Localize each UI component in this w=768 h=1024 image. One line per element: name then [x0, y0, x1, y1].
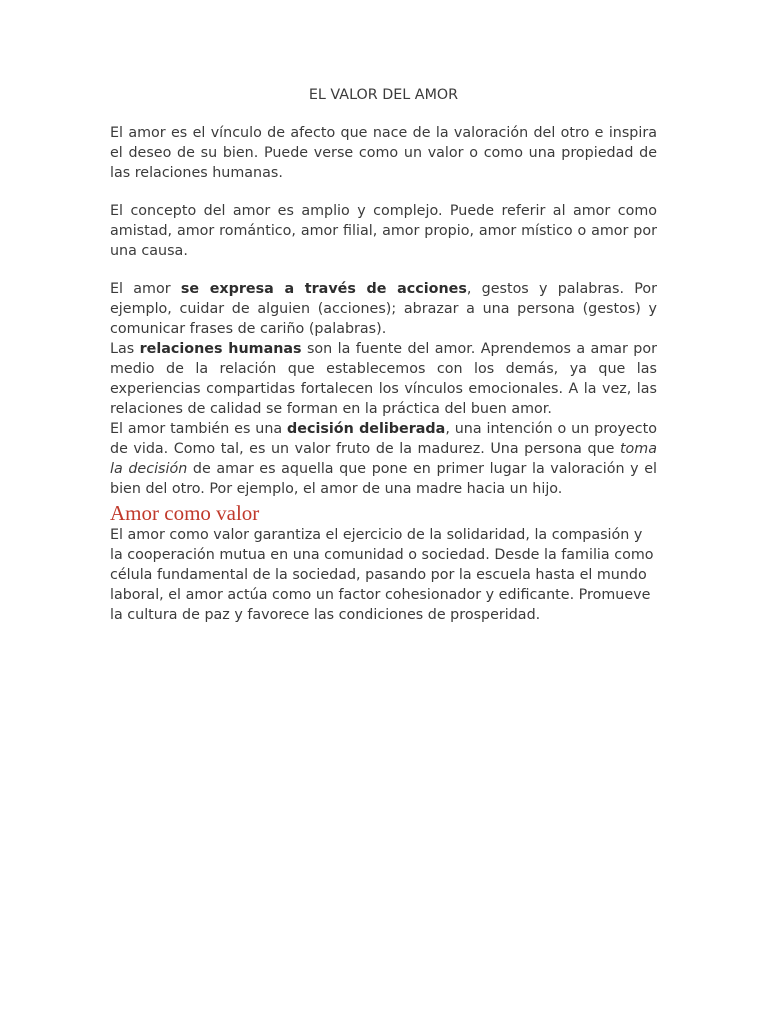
paragraph-decision-text-a: El amor también es una [110, 421, 288, 437]
paragraph-decision-text-e: de amar es aquella que pone en primer lugar la valoración y el bien del otro. Por ejemplo, el amor de una madre hacia un hijo. [110, 461, 657, 497]
paragraph-concept: El concepto del amor es amplio y complejo. Puede referir al amor como amistad, amor romántico, amor filial, amor propio, amor místico o amor por una causa. [110, 203, 657, 259]
paragraph-expression-text-c: , gestos y palabras. Por ejemplo, cuidar de alguien (acciones); abrazar a una persona (gestos) y comunicar frases de cariño (palabras). [110, 281, 657, 337]
section-body: El amor como valor garantiza el ejercicio de la solidaridad, la compasión y la cooperación mutua en una comunidad o sociedad. Desde la familia como célula fundamental de la sociedad, pasando por la escuela hasta el mundo laboral, el amor actúa como un factor cohesionador y edificante. Promueve la cultura de paz y favorece las condiciones de prosperidad. [110, 527, 654, 623]
paragraph-relations-text-a: Las [110, 341, 140, 357]
paragraph-decision [110, 419, 657, 499]
document-title: EL VALOR DEL AMOR [308, 87, 459, 103]
paragraph-relations [110, 339, 657, 419]
paragraph-expression [110, 279, 657, 339]
paragraph-decision-emphasis: decisión deliberada [287, 421, 446, 437]
paragraph-decision-text-c: , una intención o un proyecto de vida. Como tal, es un valor fruto de la madurez. Una persona que [110, 421, 658, 457]
paragraph-definition: El amor es el vínculo de afecto que nace de la valoración del otro e inspira el deseo de su bien. Puede verse como un valor o como una propiedad de las relaciones humanas. [110, 125, 657, 181]
section-heading: Amor como valor [110, 501, 260, 525]
paragraph-relations-text-c: son la fuente del amor. Aprendemos a amar por medio de la relación que establecemos con los demás, ya que las experiencias compartidas fortalecen los vínculos emocionales. A la vez, las relaciones de calidad se forman en la práctica del buen amor. [110, 341, 657, 417]
paragraph-expression-text-a: El amor [110, 281, 181, 297]
paragraph-relations-emphasis: relaciones humanas [139, 341, 302, 357]
document-page [110, 85, 657, 625]
paragraph-decision-italic: toma la decisión [110, 441, 657, 477]
paragraph-expression-emphasis: se expresa a través de acciones [180, 281, 467, 297]
